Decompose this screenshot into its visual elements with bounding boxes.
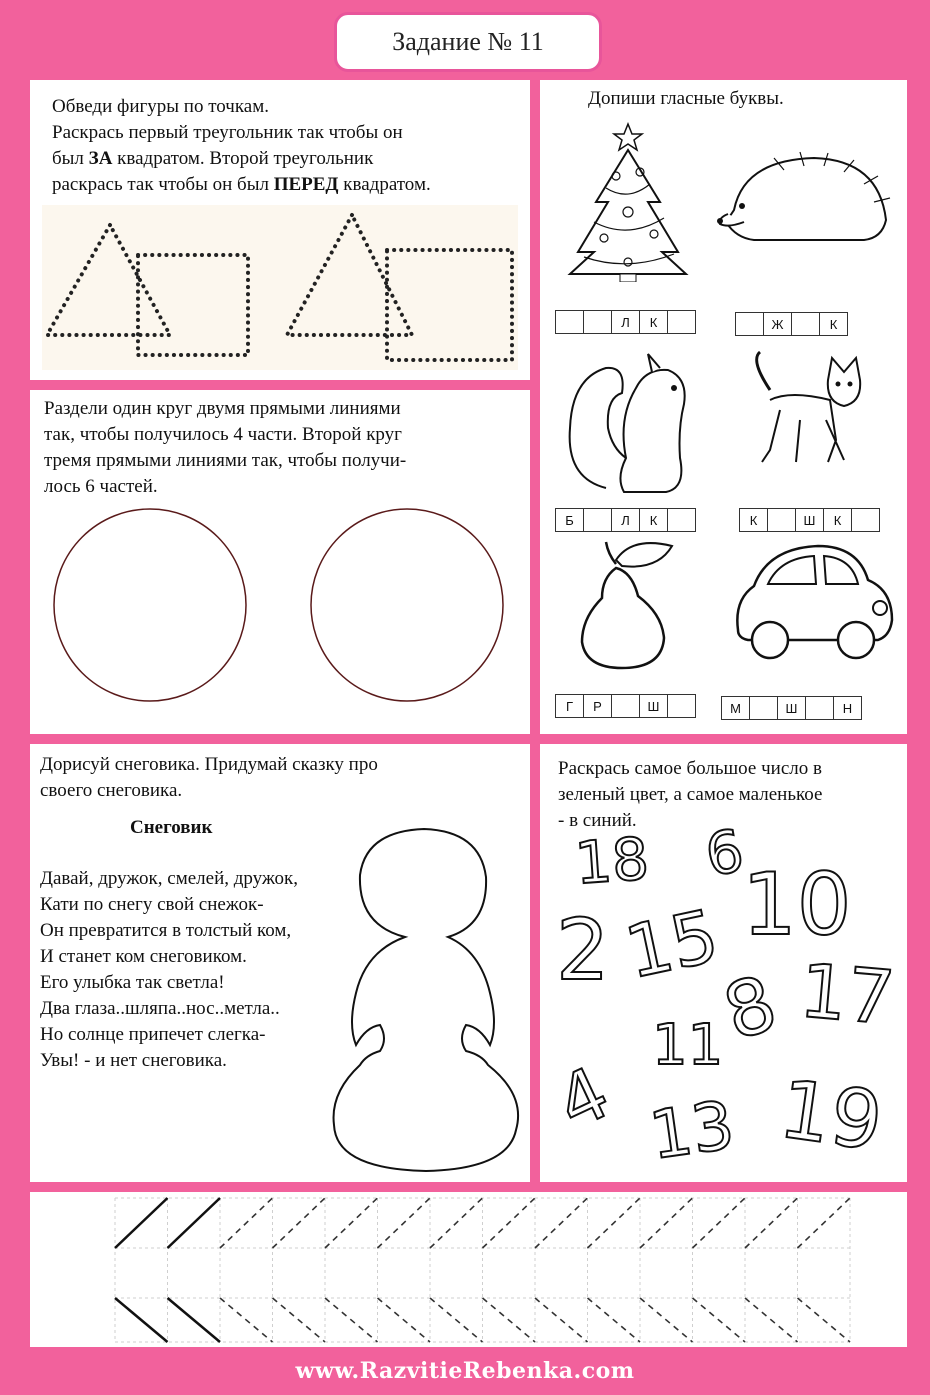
trace-stroke [693,1198,746,1248]
snowman-text-line: своего снеговика. [40,780,183,801]
circles-instructions [44,396,406,500]
sample-stroke [168,1298,221,1342]
poem-line: И станет ком снеговиком. [40,946,247,967]
dotted-triangle-2 [287,215,412,335]
number-17[interactable]: 17 [796,948,898,1042]
trace-stroke [588,1298,641,1342]
letter-cell[interactable] [667,508,696,532]
snowman-outline[interactable] [330,825,530,1175]
circles-text-line: Раздели один круг двумя прямыми линиями [44,398,401,419]
trace-stroke [220,1298,273,1342]
circles-drawing [30,505,530,705]
sample-stroke [168,1198,221,1248]
trace-stroke [378,1198,431,1248]
vowels-title: Допиши гласные буквы. [588,88,784,109]
letter-cell[interactable]: Н [833,696,862,720]
word-cells-cat[interactable] [740,508,880,532]
bold-behind: ЗА [88,148,113,169]
letter-cell[interactable]: Г [555,694,584,718]
poem-line: Давай, дружок, смелей, дружок, [40,868,299,889]
letter-cell[interactable] [555,310,584,334]
letter-cell[interactable] [767,508,796,532]
word-cells-hedgehog[interactable] [736,312,848,336]
numbers-instructions [558,756,822,834]
letter-cell[interactable]: Б [555,508,584,532]
dotted-square-2 [387,250,512,360]
shapes-text-line [52,146,431,172]
circle-four-parts[interactable] [54,509,246,701]
letter-cell[interactable]: Ш [777,696,806,720]
trace-stroke [325,1198,378,1248]
poem-line: Два глаза..шляпа..нос..метла.. [40,998,280,1019]
letter-cell[interactable] [583,310,612,334]
letter-cell[interactable] [667,310,696,334]
numbers-text-line: зеленый цвет, а самое маленькое [558,784,823,805]
christmas-tree-icon [566,122,701,282]
dotted-triangle-1 [47,225,170,335]
poem-line: Увы! - и нет снеговика. [40,1050,227,1071]
poem-line: Он превратится в толстый ком, [40,920,292,941]
letter-cell[interactable]: Л [611,508,640,532]
trace-stroke [535,1298,588,1342]
word-cells-tree[interactable] [556,310,696,334]
number-13[interactable]: 13 [644,1086,739,1175]
text-span: раскрась так чтобы он был [52,174,274,195]
letter-cell[interactable] [583,508,612,532]
dotted-shapes[interactable] [42,205,518,370]
shapes-instructions [52,94,431,198]
shapes-text-line: Обведи фигуры по точкам. [52,96,269,117]
circles-text-line: так, чтобы получилось 4 части. Второй круг [44,424,402,445]
cat-icon [740,350,880,470]
letter-cell[interactable]: Ш [639,694,668,718]
letter-cell[interactable]: К [819,312,848,336]
trace-stroke [430,1298,483,1342]
pear-icon [572,538,682,673]
letter-cell[interactable]: К [739,508,768,532]
trace-stroke [798,1298,851,1342]
numbers-text-line: Раскрась самое большое число в [558,758,822,779]
number-15[interactable]: 15 [618,893,726,995]
trace-stroke [693,1298,746,1342]
text-span: был [52,148,89,169]
letter-cell[interactable] [749,696,778,720]
trace-stroke [325,1298,378,1342]
sample-stroke [115,1198,168,1248]
number-4[interactable]: 4 [544,1050,622,1146]
number-18[interactable]: 18 [572,824,652,898]
trace-stroke [798,1198,851,1248]
text-span: квадратом. [338,174,431,195]
snowman-instructions [40,752,378,804]
letter-cell[interactable]: Ж [763,312,792,336]
letter-cell[interactable]: К [639,310,668,334]
trace-stroke [640,1198,693,1248]
poem-line: Его улыбка так светла! [40,972,225,993]
letter-cell[interactable] [735,312,764,336]
trace-stroke [273,1298,326,1342]
letter-cell[interactable]: М [721,696,750,720]
trace-stroke [430,1198,483,1248]
circles-text-line: тремя прямыми линиями так, чтобы получи- [44,450,407,471]
squirrel-icon [566,348,696,498]
number-19[interactable]: 19 [774,1062,888,1169]
poem-line: Но солнце припечет слегка- [40,1024,266,1045]
numbers-text-line: - в синий. [558,810,637,831]
trace-stroke [273,1198,326,1248]
circle-six-parts[interactable] [311,509,503,701]
trace-stroke [745,1298,798,1342]
trace-stroke [588,1198,641,1248]
number-8[interactable]: 8 [713,957,787,1058]
trace-stroke [483,1198,536,1248]
letter-cell[interactable] [851,508,880,532]
trace-stroke [378,1298,431,1342]
footer-site[interactable]: www.RazvitieRebenka.com [295,1358,635,1384]
trace-stroke [483,1298,536,1342]
letter-cell[interactable]: Р [583,694,612,718]
number-2[interactable]: 2 [556,901,610,999]
number-11[interactable]: 11 [652,1013,724,1078]
number-6[interactable]: 6 [700,816,749,890]
car-icon [728,540,898,665]
number-10[interactable]: 10 [742,855,852,955]
trace-stroke [535,1198,588,1248]
hedgehog-icon [714,150,894,250]
shapes-text-line [52,172,431,198]
circles-text-line: лось 6 частей. [44,476,158,497]
letter-cell[interactable] [805,696,834,720]
poem-title: Снеговик [130,817,213,838]
bold-front: ПЕРЕД [273,174,339,195]
letter-cell[interactable]: Ш [795,508,824,532]
letter-cell[interactable] [611,694,640,718]
page-title: Задание № 11 [334,12,602,72]
text-span: квадратом. Второй треугольник [112,148,374,169]
shapes-text-line: Раскрась первый треугольник так чтобы он [52,122,403,143]
tracing-grid[interactable] [30,1192,907,1347]
word-cells-car[interactable] [722,696,862,720]
poem-line: Кати по снегу свой снежок- [40,894,264,915]
trace-stroke [220,1198,273,1248]
sample-stroke [115,1298,168,1342]
letter-cell[interactable] [667,694,696,718]
letter-cell[interactable]: К [823,508,852,532]
word-cells-squirrel[interactable] [556,508,696,532]
letter-cell[interactable]: Л [611,310,640,334]
letter-cell[interactable] [791,312,820,336]
trace-stroke [745,1198,798,1248]
word-cells-pear[interactable] [556,694,696,718]
snowman-text-line: Дорисуй снеговика. Придумай сказку про [40,754,378,775]
letter-cell[interactable]: К [639,508,668,532]
poem [40,866,298,1074]
trace-stroke [640,1298,693,1342]
